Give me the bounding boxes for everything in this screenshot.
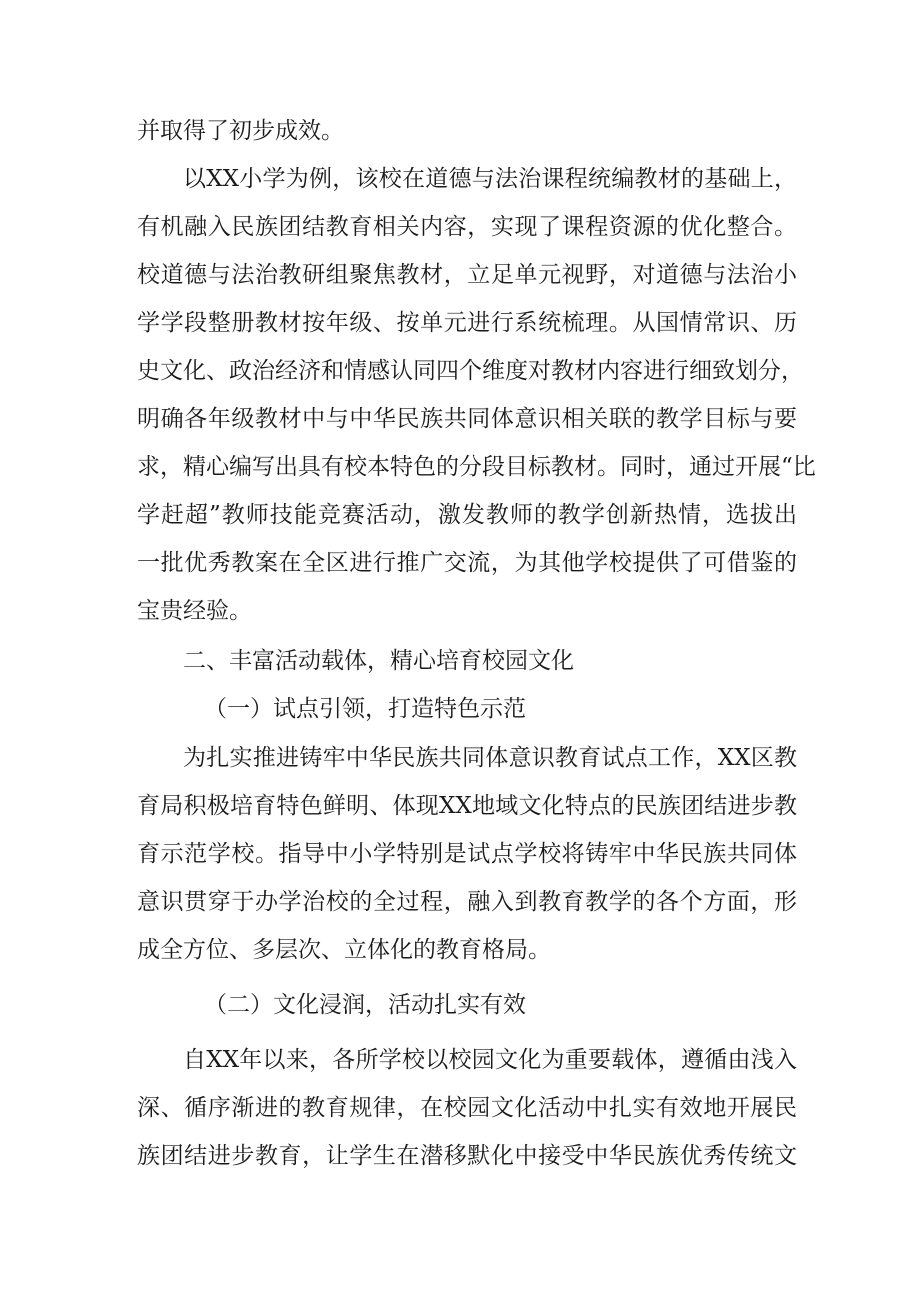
paragraph-1-line: 史文化、政治经济和情感认同四个维度对教材内容进行细致划分， [137,358,804,384]
paragraph-3-line: 自XX年以来，各所学校以校园文化为重要载体，遵循由浅入 [183,1047,797,1073]
paragraph-1-line: 学赶超”教师技能竞赛活动，激发教师的教学创新热情，选拔出 [137,502,797,528]
paragraph-2-line: 为扎实推进铸牢中华民族共同体意识教育试点工作，XX区教 [183,745,797,771]
paragraph-3-line: 深、循序渐进的教育规律，在校园文化活动中扎实有效地开展民 [137,1095,797,1121]
paragraph-2-line: 成全方位、多层次、立体化的教育格局。 [137,937,551,963]
paragraph-1-line: 宝贵经验。 [137,598,252,624]
paragraph-2-line: 育示范学校。指导中小学特别是试点学校将铸牢中华民族共同体 [137,841,797,867]
paragraph-2-line: 育局积极培育特色鲜明、体现XX地域文化特点的民族团结进步教 [137,793,797,819]
paragraph-1-line: 以XX小学为例，该校在道德与法治课程统编教材的基础上， [183,166,797,192]
paragraph-1-line: 校道德与法治教研组聚焦教材，立足单元视野，对道德与法治小 [137,262,797,288]
paragraph-1-line: 有机融入民族团结教育相关内容，实现了课程资源的优化整合。 [137,214,797,240]
paragraph-3-line: 族团结进步教育，让学生在潜移默化中接受中华民族优秀传统文 [137,1143,797,1169]
paragraph-1-line: 求，精心编写出具有校本特色的分段目标教材。同时，通过开展“比 [137,454,816,480]
section-heading: 二、丰富活动载体，精心培育校园文化 [183,648,574,674]
subsection-heading: （一）试点引领，打造特色示范 [204,696,526,722]
subsection-heading: （二）文化浸润，活动扎实有效 [204,992,526,1018]
paragraph-2-line: 意识贯穿于办学治校的全过程，融入到教育教学的各个方面，形 [137,889,797,915]
paragraph-continuation-line: 并取得了初步成效。 [137,118,344,144]
paragraph-1-line: 明确各年级教材中与中华民族共同体意识相关联的教学目标与要 [137,406,797,432]
paragraph-1-line: 学学段整册教材按年级、按单元进行系统梳理。从国情常识、历 [137,310,797,336]
paragraph-1-line: 一批优秀教案在全区进行推广交流，为其他学校提供了可借鉴的 [137,550,797,576]
